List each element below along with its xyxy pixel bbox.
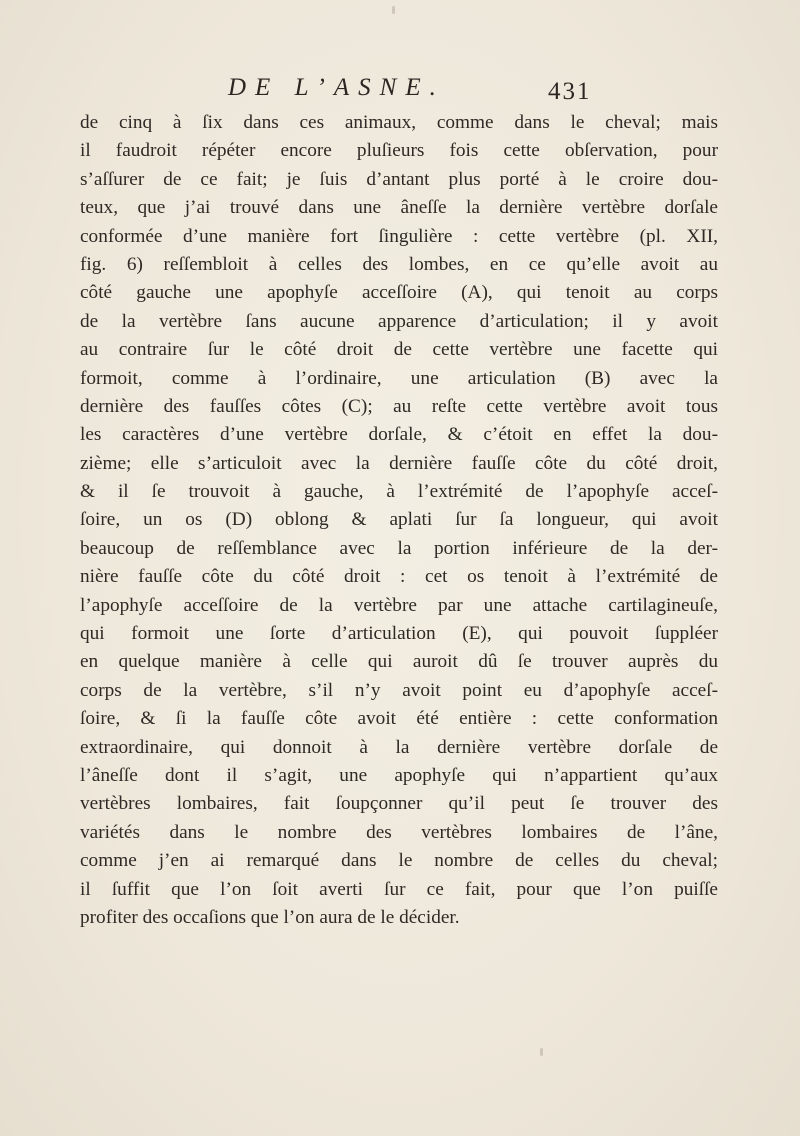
text-line: vertèbres lombaires, fait ſoupçonner qu’il peut ſe trouver des: [80, 793, 718, 815]
text-line: corps de la vertèbre, s’il n’y avoit point eu d’apophyſe acceſ-: [80, 679, 718, 701]
text-line: au contraire ſur le côté droit de cette vertèbre une facette qui: [80, 339, 718, 361]
text-line: ſoire, un os (D) oblong & aplati ſur ſa longueur, qui avoit: [80, 509, 718, 531]
text-line: de la vertèbre ſans aucune apparence d’articulation; il y avoit: [80, 310, 718, 332]
paper-speck: [540, 1048, 543, 1056]
text-line: dernière des fauſſes côtes (C); au reſte cette vertèbre avoit tous: [80, 395, 718, 417]
text-line: il ſuffit que l’on ſoit averti ſur ce fait, pour que l’on puiſſe: [80, 878, 718, 900]
text-line: s’aſſurer de ce fait; je ſuis d’antant plus porté à le croire dou-: [80, 168, 718, 190]
text-line: côté gauche une apophyſe acceſſoire (A), qui tenoit au corps: [80, 282, 718, 304]
text-line: & il ſe trouvoit à gauche, à l’extrémité de l’apophyſe acceſ-: [80, 481, 718, 503]
running-head: DE L’ASNE.: [228, 74, 445, 101]
text-line: fig. 6) reſſembloit à celles des lombes, en ce qu’elle avoit au: [80, 253, 718, 275]
text-line: zième; elle s’articuloit avec la dernière fauſſe côte du côté droit,: [80, 452, 718, 474]
body-text: [80, 109, 718, 932]
text-line: il faudroit répéter encore pluſieurs fois cette obſervation, pour: [80, 140, 718, 162]
page-number: 431: [548, 78, 592, 105]
text-line: comme j’en ai remarqué dans le nombre de celles du cheval;: [80, 850, 718, 872]
text-line: l’âneſſe dont il s’agit, une apophyſe qui n’appartient qu’aux: [80, 764, 718, 786]
page-header: [0, 74, 800, 108]
text-line: beaucoup de reſſemblance avec la portion inférieure de la der-: [80, 537, 718, 559]
text-line: les caractères d’une vertèbre dorſale, & c’étoit en effet la dou-: [80, 424, 718, 446]
text-line: ſoire, & ſi la fauſſe côte avoit été entière : cette conformation: [80, 708, 718, 730]
text-line: nière fauſſe côte du côté droit : cet os tenoit à l’extrémité de: [80, 566, 718, 588]
text-line: qui formoit une ſorte d’articulation (E), qui pouvoit ſuppléer: [80, 623, 718, 645]
text-line: teux, que j’ai trouvé dans une âneſſe la dernière vertèbre dorſale: [80, 197, 718, 219]
text-line: l’apophyſe acceſſoire de la vertèbre par une attache cartilagineuſe,: [80, 594, 718, 616]
text-line: formoit, comme à l’ordinaire, une articulation (B) avec la: [80, 367, 718, 389]
paper-speck: [392, 6, 395, 14]
text-line-final: profiter des occaſions que l’on aura de le décider.: [80, 906, 460, 928]
text-line: conformée d’une manière fort ſingulière : cette vertèbre (pl. XII,: [80, 225, 718, 247]
text-line: extraordinaire, qui donnoit à la dernière vertèbre dorſale de: [80, 736, 718, 758]
text-line: variétés dans le nombre des vertèbres lombaires de l’âne,: [80, 821, 718, 843]
text-line: de cinq à ſix dans ces animaux, comme dans le cheval; mais: [80, 112, 718, 133]
text-line: en quelque manière à celle qui auroit dû ſe trouver auprès du: [80, 651, 718, 673]
